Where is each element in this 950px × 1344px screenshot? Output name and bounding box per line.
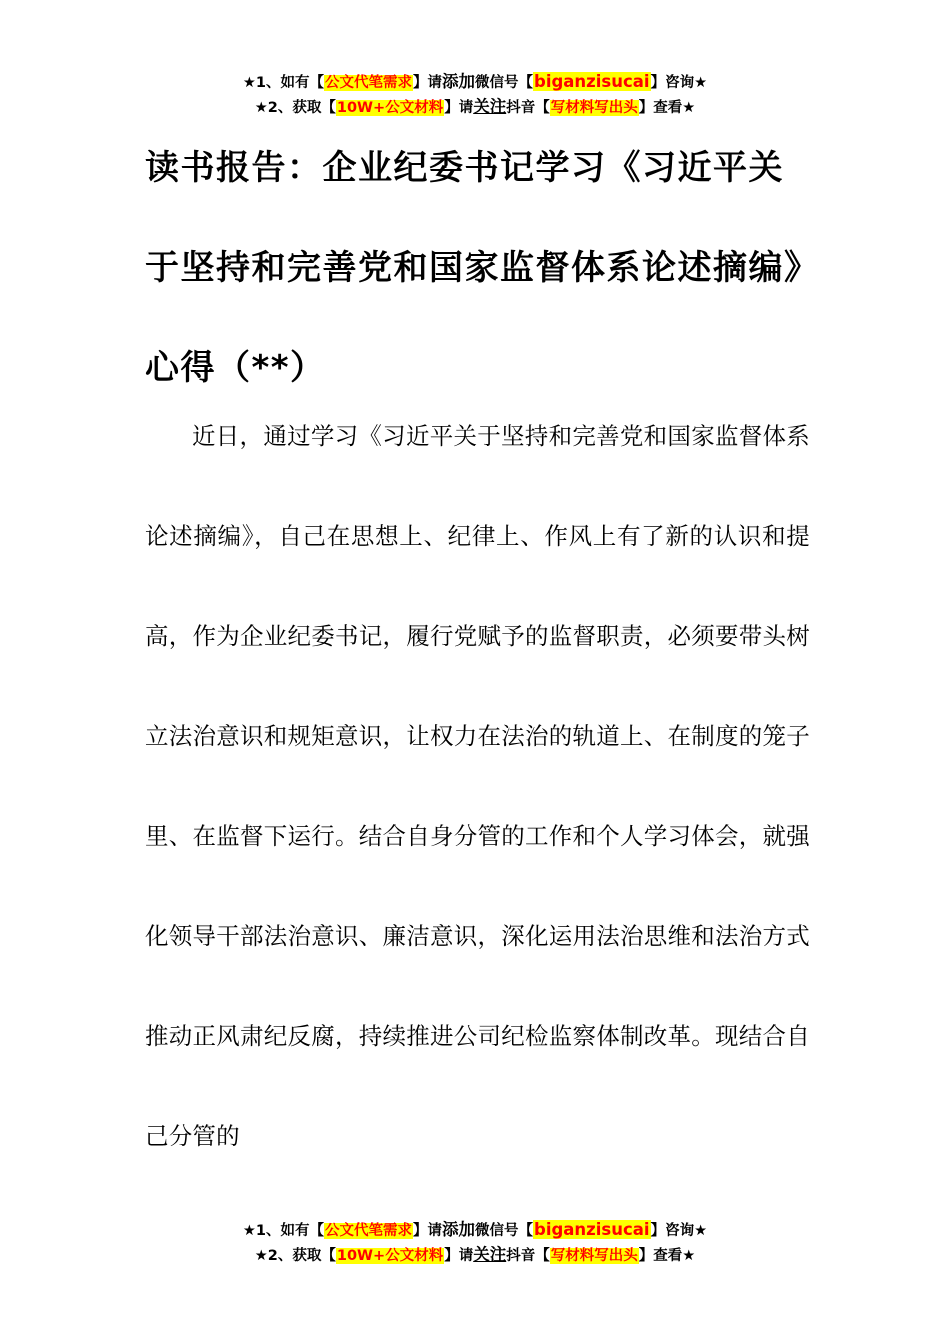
promo-text: 】查看★ — [638, 100, 696, 116]
promo-text: 】请 — [413, 75, 443, 91]
promo-text: 微信号【 — [475, 75, 534, 91]
promo-line-1 — [0, 70, 950, 95]
promo-highlight: 10W+公文材料 — [336, 1248, 444, 1264]
promo-text: 】查看★ — [638, 1248, 696, 1264]
promo-text: 】咨询★ — [650, 1223, 708, 1239]
promo-emphasis: 添加 — [442, 72, 476, 91]
promo-emphasis: 关注 — [473, 97, 507, 116]
promo-emphasis: 关注 — [473, 1245, 507, 1264]
promo-text: ★1、如有【 — [242, 75, 325, 91]
promo-highlight: biganzisucai — [534, 1220, 650, 1239]
promo-text: 抖音【 — [506, 1248, 550, 1264]
promo-line-2 — [0, 95, 950, 120]
promo-banner-top — [0, 70, 950, 120]
promo-banner-bottom — [0, 1218, 950, 1268]
promo-line-2 — [0, 1243, 950, 1268]
promo-highlight: 10W+公文材料 — [336, 100, 444, 116]
promo-highlight: 公文代笔需求 — [325, 1223, 413, 1239]
promo-text: 】咨询★ — [650, 75, 708, 91]
promo-emphasis: 添加 — [442, 1220, 476, 1239]
promo-text: 】请 — [444, 100, 474, 116]
promo-text: ★2、获取【 — [254, 100, 336, 116]
promo-text: ★1、如有【 — [242, 1223, 325, 1239]
promo-highlight: 公文代笔需求 — [325, 75, 413, 91]
promo-highlight: 写材料写出头 — [550, 1248, 638, 1264]
promo-text: 抖音【 — [506, 100, 550, 116]
promo-highlight: 写材料写出头 — [550, 100, 638, 116]
promo-text: 】请 — [444, 1248, 474, 1264]
body-paragraph: 近日，通过学习《习近平关于坚持和完善党和国家监督体系论述摘编》，自己在思想上、纪律上、作风上有了新的认识和提高，作为企业纪委书记，履行党赋予的监督职责，必须要带头树立法治意识和规矩意识，让权力在法治的轨道上、在制度的笼子里、在监督下运行。结合自身分管的工作和个人学习体会，就强化领导干部法治意识、廉洁意识，深化运用法治思维和法治方式推动正风肃纪反腐，持续推进公司纪检监察体制改革。现结合自己分管的 — [145, 422, 810, 1150]
promo-text: ★2、获取【 — [254, 1248, 336, 1264]
document-title: 读书报告：企业纪委书记学习《习近平关于坚持和完善党和国家监督体系论述摘编》心得（**） — [145, 148, 803, 388]
promo-highlight: biganzisucai — [534, 72, 650, 91]
promo-text: 微信号【 — [475, 1223, 534, 1239]
promo-text: 】请 — [413, 1223, 443, 1239]
promo-line-1 — [0, 1218, 950, 1243]
